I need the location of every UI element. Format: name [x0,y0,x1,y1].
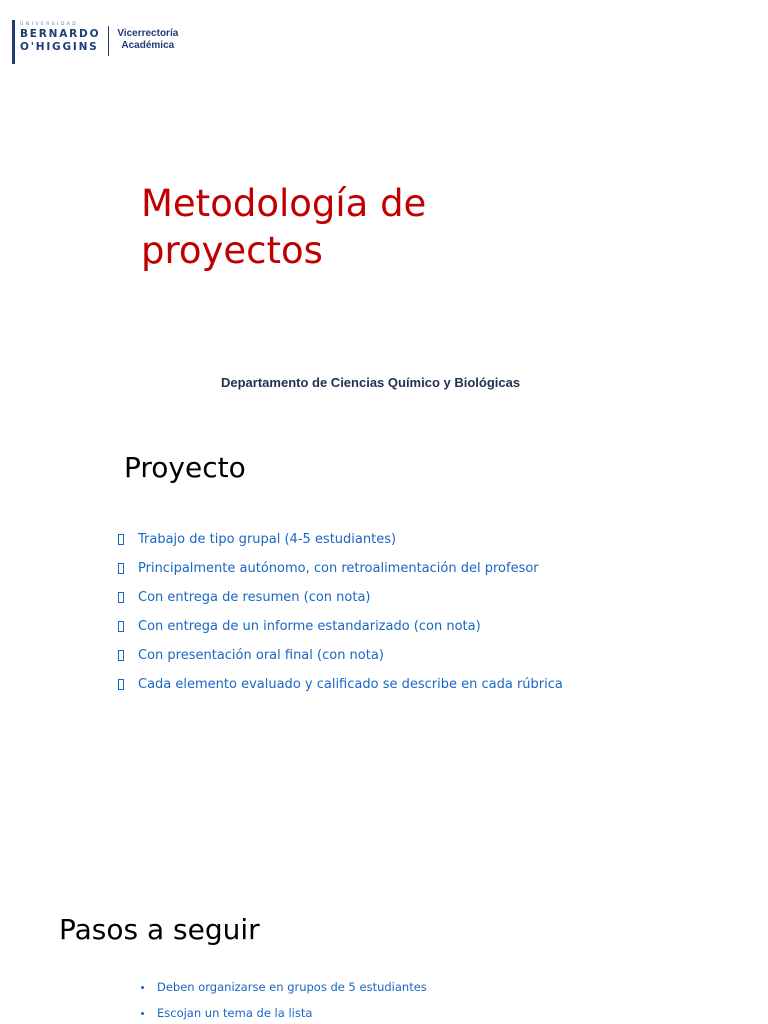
list-item-text: Cada elemento evaluado y calificado se describe en cada rúbrica [138,677,563,692]
main-title-line-2: proyectos [141,229,323,272]
bullet-dot-icon [141,1012,144,1015]
logo-divider [108,26,109,56]
university-logo [12,18,178,64]
logo-line-1: BERNARDO [20,28,101,40]
bullet-box-icon [118,650,124,661]
bullet-box-icon [118,679,124,690]
proyecto-heading: Proyecto [124,451,246,484]
pasos-heading: Pasos a seguir [59,913,260,946]
main-title-line-1: Metodología de [141,182,427,225]
list-item-text: Con entrega de un informe estandarizado (con nota) [138,619,481,634]
list-item [118,641,563,670]
proyecto-list [118,525,563,699]
list-item-text: Trabajo de tipo grupal (4-5 estudiantes) [138,532,397,547]
logo-wordmark [20,18,100,54]
list-item [118,670,563,699]
list-item [141,974,427,1000]
logo-line-2: O'HIGGINS [20,41,99,53]
list-item-text: Principalmente autónomo, con retroalimentación del profesor [138,561,539,576]
list-item [118,612,563,641]
vice-line-2: Académica [121,40,175,51]
department-name: Departamento de Ciencias Químico y Biológicas [221,375,521,390]
list-item [118,554,563,583]
bullet-box-icon [118,592,124,603]
vice-line-1: Vicerrectoría [117,28,179,39]
list-item-text: Con entrega de resumen (con nota) [138,590,371,605]
list-item [141,1000,427,1024]
list-item-text: Escojan un tema de la lista [157,1006,313,1020]
list-item-text: Con presentación oral final (con nota) [138,648,384,663]
list-item-text: Deben organizarse en grupos de 5 estudiantes [157,980,427,994]
logo-univ-text: UNIVERSIDAD [20,22,79,27]
logo-bar [12,20,15,64]
list-item [118,583,563,612]
bullet-dot-icon [141,986,144,989]
main-title [141,180,426,274]
bullet-box-icon [118,534,124,545]
bullet-box-icon [118,621,124,632]
list-item [118,525,563,554]
bullet-box-icon [118,563,124,574]
pasos-list [141,974,427,1024]
vicerrectoria-label [117,28,178,52]
